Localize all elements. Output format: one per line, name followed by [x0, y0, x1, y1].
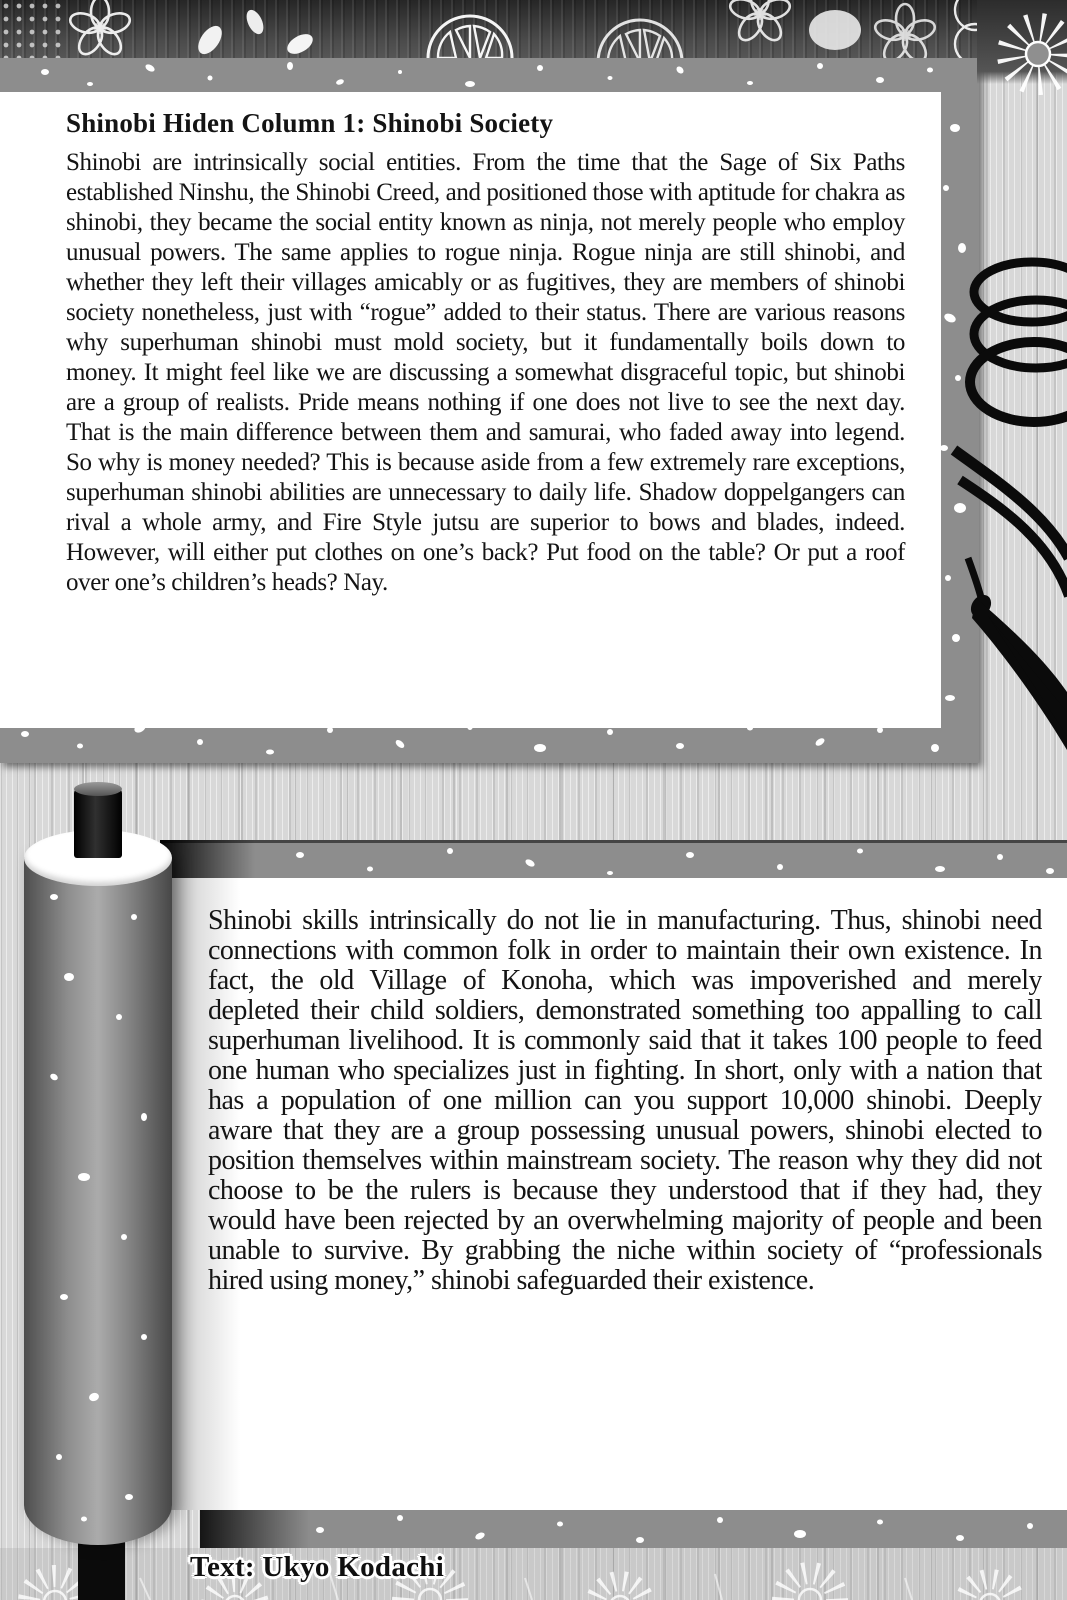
cord-tassel-icon [967, 591, 1067, 750]
top-floral-band [0, 0, 1067, 58]
footer-floral-strip [0, 1548, 1067, 1600]
roller-knob [74, 788, 122, 858]
roller-speckles [24, 857, 172, 1545]
sunburst-flower-icon [986, 6, 1067, 110]
floral-band-art [0, 0, 1067, 58]
scroll-bottom-band [200, 1510, 1067, 1548]
petal-speckle [193, 22, 226, 58]
credit-label: Text: Ukyo Kodachi [190, 1551, 445, 1583]
band-petal-speckles [200, 1510, 1067, 1548]
cord-loops-icon [948, 240, 1067, 760]
column-box [0, 92, 941, 728]
scroll-body-text: Shinobi skills intrinsically do not lie in manufacturing. Thus, shinobi need connections with common folk in order to maintain their own existence. In fact, the old Village of Konoha, which was impoverished and merely depleted their child soldiers, demonstrated something too appalling to call superhuman livelihood. It is commonly said that it takes 100 people to feed one human who specializes just in fighting. In short, only with a nation that has a population of one million can you support 10,000 shinobi. Deeply aware that they are a group possessing unusual powers, shinobi elected to position themselves within mainstream society. The reason why they did not choose to be the rulers is because they understood that if they had, they would have been rejected by an overwhelming majority of people and been unable to survive. By grabbing the niche within society of “professionals hired using money,” shinobi safeguarded their existence. [208, 906, 1042, 1296]
scroll-roller [24, 857, 172, 1545]
band-petal-speckles [160, 843, 1067, 881]
scroll-top-band [160, 840, 1067, 881]
column-title: Shinobi Hiden Column 1: Shinobi Society [66, 108, 554, 138]
column-body-text: Shinobi are intrinsically social entities. From the time that the Sage of Six Paths established Ninshu, the Shinobi Creed, and positioned those with aptitude for chakra as shinobi, they became the social entity known as ninja, not merely people who employ unusual powers. The same applies to rogue ninja. Rogue ninja are still shinobi, and whether they left their villages amicably or as fugitives, they are members of shinobi society nonetheless, just with “rogue” added to their status. There are various reasons why superhuman shinobi must mold society, but it fundamentally boils down to money. It might feel like we are discussing a somewhat disgraceful topic, but shinobi are a group of realists. Pride means nothing if one does not live to see the next day. That is the main difference between them and samurai, who faded away into legend. So why is money needed? This is because aside from a few extremely rare exceptions, superhuman shinobi abilities are unnecessary to daily life. Shadow doppelgangers can rival a whole army, and Fire Style jutsu are superior to bows and blades, indeed. However, will either put clothes on one’s back? Put food on the table? Or put a roof over one’s children’s heads? Nay. [66, 149, 905, 596]
dot-lattice-pattern [0, 0, 62, 58]
